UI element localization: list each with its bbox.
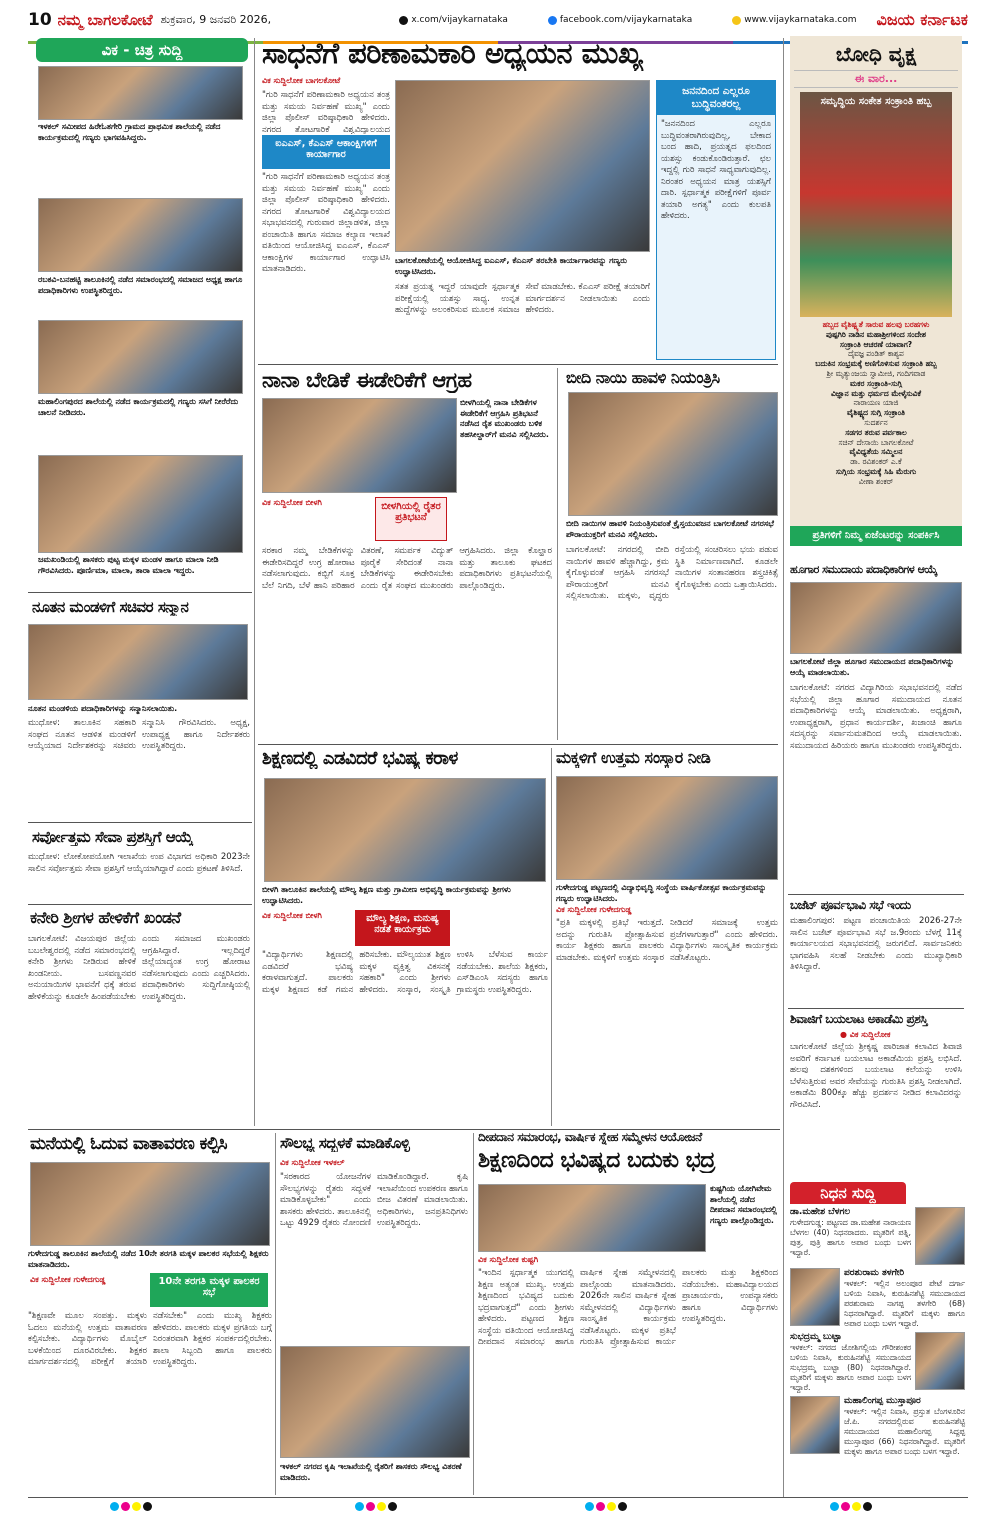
photo <box>38 320 243 394</box>
obituary-body: ಇಳಕಲ್: ಇಲ್ಲಿನ ನಿವಾಸಿ, ಪ್ರಸ್ತುತ ಬೆಂಗಳೂರಿನ ಜೆ.ಪಿ. ನಗರದಲ್ಲಿರುವ ಕುರುಹಿನಶೆಟ್ಟಿ ಸಮುದಾಯದ ಮಹಾಲಿಂಗಪ್ಪ ಸಿದ್ದಪ್ಪ ಮುಸ್ತಾಪೂರ (66) ನಿಧನರಾಗಿದ್ದಾರೆ. ಮೃತರಿಗೆ ಮಕ್ಕಳು ಹಾಗೂ ಅಪಾರ ಬಂಧು ಬಳಗ ಇದ್ದಾರೆ. <box>844 1407 965 1456</box>
photo <box>38 66 243 120</box>
caption: ಕುಷ್ಟಗಿಯ ಯೋಗಿವೇಮ ಶಾಲೆಯಲ್ಲಿ ನಡೆದ ದೀಪದಾನ ಸಮಾರಂಭದಲ್ಲಿ ಗಣ್ಯರು ಪಾಲ್ಗೊಂಡಿದ್ದರು. <box>710 1184 777 1225</box>
obituary-entry <box>790 1268 965 1329</box>
headline: ಸರ್ವೋತ್ತಮ ಸೇವಾ ಪ್ರಶಸ್ತಿಗೆ ಆಯ್ಕೆ <box>32 828 193 846</box>
globe-icon <box>732 16 741 25</box>
registration-marks <box>110 1502 152 1511</box>
photo <box>280 1346 470 1458</box>
byline: ವಿಕ ಸುದ್ದಿಲೋಕ ಇಳಕಲ್ <box>280 1158 345 1167</box>
caption: ಬಾಗಲಕೋಟೆಯಲ್ಲಿ ಆಯೋಜಿಸಿದ್ದ ಐಎಎಸ್, ಕೆಎಎಸ್ ತರಬೇತಿ ಕಾರ್ಯಾಗಾರವನ್ನು ಗಣ್ಯರು ಉದ್ಘಾಟಿಸಿದರು. <box>395 256 627 276</box>
contents-author: ಸಚಿನ್ ದೇಸಾಯಿ ಬಾಗಲಕೋಟೆ <box>838 437 914 447</box>
byline: ● ವಿಕ ಸುದ್ದಿಲೋಕ <box>840 1030 891 1039</box>
contents-item: ಬದುಕಿನ ಸಂಭ್ರಮಕ್ಕೆ ಅಣಿಗೊಳಿಸುವ ಸಂಕ್ರಾಂತಿ ಹಬ್ಬ <box>815 359 937 369</box>
article-body: "ಗುರಿ ಸಾಧನೆಗೆ ಪರಿಣಾಮಕಾರಿ ಅಧ್ಯಯನ ತಂತ್ರ ಮತ್ತು ಸಮಯ ನಿರ್ವಹಣೆ ಮುಖ್ಯ" ಎಂದು ಜಿಲ್ಲಾ ಪೊಲೀಸ್ ವರಿಷ್ಠಾಧಿಕಾರಿ ಹೇಳಿದರು. ನಗರದ ತೋಟಗಾರಿಕೆ ವಿಶ್ವವಿದ್ಯಾಲಯದ ಸಭಾಭವನದಲ್ಲಿ ಗುರುವಾರ ಜಿಲ್ಲಾಡಳಿತ, ಜಿಲ್ಲಾ ಪಂಚಾಯಿತಿ ಹಾಗೂ ಸಮಾಜ ಕಲ್ಯಾಣ ಇಲಾಖೆ ವತಿಯಿಂದ ಆಯೋಜಿಸಿದ್ದ ಐಎಎಸ್, ಕೆಎಎಸ್ ಆಕಾಂಕ್ಷಿಗಳ ಕಾರ್ಯಾಗಾರ ಉದ್ಘಾಟಿಸಿ ಮಾತನಾಡಿದರು. <box>262 172 390 274</box>
obituaries <box>790 1207 965 1457</box>
photo <box>262 398 457 493</box>
this-week: ಈ ವಾರ... <box>794 70 958 88</box>
caption: ಗುಳೇದಗುಡ್ಡ ತಾಲೂಕಿನ ಶಾಲೆಯಲ್ಲಿ ನಡೆದ 10ನೇ ತರಗತಿ ಮಕ್ಕಳ ಪಾಲಕರ ಸಭೆಯಲ್ಲಿ ಶಿಕ್ಷಕರು ಮಾತನಾಡಿದರು. <box>28 1249 269 1269</box>
obituary-entry <box>790 1396 965 1457</box>
contact-agent-banner: ಪ್ರತಿಗಳಿಗೆ ನಿಮ್ಮ ಏಜೆಂಟರನ್ನು ಸಂಪರ್ಕಿಸಿ <box>790 526 962 546</box>
obituary-body: ಗುಳೇದಗುಡ್ಡ: ಪಟ್ಟಣದ ಡಾ.ಮಹೇಶ ನಾರಾಯಣ ಬೆಳಗಲ (40) ನಿಧನರಾದರು. ಮೃತರಿಗೆ ಪತ್ನಿ, ಪುತ್ರ, ಪುತ್ರಿ ಹಾಗೂ ಅಪಾರ ಬಂಧು ಬಳಗ ಇದ್ದಾರೆ. <box>790 1218 911 1257</box>
tag-box: ಬೀಳಗಿಯಲ್ಲಿ ರೈತರ ಪ್ರತಿಭಟನೆ <box>375 497 447 541</box>
byline: ವಿಕ ಸುದ್ದಿಲೋಕ ಬೀಳಗಿ <box>262 911 322 920</box>
byline: ವಿಕ ಸುದ್ದಿಲೋಕ ಬೀಳಗಿ <box>262 498 322 507</box>
caption: ಬಾಗಲಕೋಟೆ ಜಿಲ್ಲಾ ಹೂಗಾರ ಸಮುದಾಯದ ಪದಾಧಿಕಾರಿಗಳನ್ನು ಆಯ್ಕೆ ಮಾಡಲಾಯಿತು. <box>790 657 955 677</box>
caption: ಬೀಳಗಿ ತಾಲೂಕಿನ ಶಾಲೆಯಲ್ಲಿ ಮೌಲ್ಯ ಶಿಕ್ಷಣ ಮತ್ತು ಗ್ರಾಮೀಣ ಅಭಿವೃದ್ಧಿ ಕಾರ್ಯಕ್ರಮವನ್ನು ಶ್ರೀಗಳು ಉದ್ಘಾಟಿಸಿದರು. <box>262 885 511 905</box>
obituary-entry <box>790 1207 965 1265</box>
contents-author: ಶ್ರೀ ಮೃತ್ಯುಂಜಯ ಸ್ವಾಮೀಜಿ, ಗಂದಿಗವಾಡ <box>826 368 926 378</box>
registration-marks <box>355 1502 397 1511</box>
article-body: ಸರಕಾರ ನಮ್ಮ ಬೇಡಿಕೆಗಳನ್ನು ಈಡೇರಿಸದಿದ್ದರೆ ಉಗ್ರ ಹೋರಾಟ ನಡೆಸಲಾಗುವುದು. ಕಬ್ಬಿಗೆ ಸೂಕ್ತ ಬೆಲೆ ನಿಗದಿ, ಬೆಳೆ ಹಾನಿ ಪರಿಹಾರ ವಿತರಣೆ, ಸಮರ್ಪಕ ವಿದ್ಯುತ್ ಪೂರೈಕೆ ಸೇರಿದಂತೆ ನಾನಾ ಬೇಡಿಕೆಗಳನ್ನು ಈಡೇರಿಸಬೇಕು ಎಂದು ರೈತ ಸಂಘದ ಮುಖಂಡರು ಆಗ್ರಹಿಸಿದರು. ಜಿಲ್ಲಾ ಕೊಲ್ಹಾರ ಮತ್ತು ತಾಲೂಕು ಘಟಕದ ಪದಾಧಿಕಾರಿಗಳು ಪ್ರತಿಭಟನೆಯಲ್ಲಿ ಪಾಲ್ಗೊಂಡಿದ್ದರು. <box>262 546 552 591</box>
x-link[interactable]: x.com/vijaykarnataka <box>399 15 508 25</box>
article-body: ಬಾಗಲಕೋಟೆ: ನಗರದಲ್ಲಿ ಬೀದಿ ನಾಯಿಗಳ ಹಾವಳಿ ಹೆಚ್ಚಾಗಿದ್ದು, ಕ್ರಮ ಕೈಗೊಳ್ಳುವಂತೆ ಆಗ್ರಹಿಸಿ ನಗರಸಭೆ ಪೌರಾಯುಕ್ತರಿಗೆ ಮನವಿ ಸಲ್ಲಿಸಲಾಯಿತು. ಮಕ್ಕಳು, ವೃದ್ಧರು ರಸ್ತೆಯಲ್ಲಿ ಸಂಚರಿಸಲು ಭಯ ಪಡುವ ಸ್ಥಿತಿ ನಿರ್ಮಾಣವಾಗಿದೆ. ಕೂಡಲೇ ನಾಯಿಗಳ ಸಂತಾನಹರಣ ಶಸ್ತ್ರಚಿಕಿತ್ಸೆ ಕೈಗೊಳ್ಳಬೇಕು ಎಂದು ಒತ್ತಾಯಿಸಿದರು. <box>566 545 778 601</box>
article-body: "ಶಿಕ್ಷಣವೇ ಮೂಲ ಸಂಪತ್ತು. ಮಕ್ಕಳು ಓದಲು ಮನೆಯಲ್ಲಿ ಉತ್ತಮ ವಾತಾವರಣ ಕಲ್ಪಿಸಬೇಕು. ವಿದ್ಯಾರ್ಥಿಗಳು ಮೊಬೈಲ್ ಬಳಕೆಯಿಂದ ದೂರವಿರಬೇಕು. ಶಿಕ್ಷಕರ ಮಾರ್ಗದರ್ಶನದಲ್ಲಿ ಪರೀಕ್ಷೆಗೆ ತಯಾರಿ ನಡೆಸಬೇಕು" ಎಂದು ಮುಖ್ಯ ಶಿಕ್ಷಕರು ಹೇಳಿದರು. ಪಾಲಕರು ಮಕ್ಕಳ ಪ್ರಗತಿಯ ಬಗ್ಗೆ ನಿರಂತರವಾಗಿ ಶಿಕ್ಷಕರ ಸಂಪರ್ಕದಲ್ಲಿರಬೇಕು. ಶಾಲಾ ಸಿಬ್ಬಂದಿ ಹಾಗೂ ಪಾಲಕರು ಉಪಸ್ಥಿತರಿದ್ದರು. <box>28 1311 272 1367</box>
tag-box: ಮೌಲ್ಯ ಶಿಕ್ಷಣ, ಮನುಷ್ಯ ನಡತೆ ಕಾರ್ಯಕ್ರಮ <box>355 910 450 946</box>
article-body: ಮುಧೋಳ: ಲೋಕೋಪಯೋಗಿ ಇಲಾಖೆಯ ಉಪ ವಿಭಾಗದ ಅಧಿಕಾರಿ 2023ನೇ ಸಾಲಿನ ಸರ್ವೋತ್ತಮ ಸೇವಾ ಪ್ರಶಸ್ತಿಗೆ ಆಯ್ಕೆಯಾಗಿದ್ದಾರೆ ಎಂದು ಪ್ರಕಟಣೆ ತಿಳಿಸಿದೆ. <box>28 852 250 874</box>
article-body: "ಇಂದಿನ ಸ್ಪರ್ಧಾತ್ಮಕ ಯುಗದಲ್ಲಿ ಶಿಕ್ಷಣ ಅತ್ಯಂತ ಮುಖ್ಯ. ಉತ್ತಮ ಶಿಕ್ಷಣದಿಂದ ಭವಿಷ್ಯದ ಬದುಕು ಭದ್ರವಾಗುತ್ತದೆ" ಎಂದು ಶ್ರೀಗಳು ಹೇಳಿದರು. ಪಟ್ಟಣದ ಶಿಕ್ಷಣ ಸಂಸ್ಥೆಯ ವತಿಯಿಂದ ಆಯೋಜಿಸಿದ್ದ ದೀಪದಾನ ಸಮಾರಂಭ ಹಾಗೂ ವಾರ್ಷಿಕ ಸ್ನೇಹ ಸಮ್ಮೇಳನದಲ್ಲಿ ಪಾಲ್ಗೊಂಡು ಮಾತನಾಡಿದರು. 2026ನೇ ಸಾಲಿನ ವಾರ್ಷಿಕ ಸ್ನೇಹ ಸಮ್ಮೇಳನದಲ್ಲಿ ವಿದ್ಯಾರ್ಥಿಗಳು ಸಾಂಸ್ಕೃತಿಕ ಕಾರ್ಯಕ್ರಮ ನಡೆಸಿಕೊಟ್ಟರು. ಮಕ್ಕಳ ಪ್ರತಿಭೆ ಗುರುತಿಸಿ ಪ್ರೋತ್ಸಾಹಿಸುವ ಕಾರ್ಯ ಪಾಲಕರು ಮತ್ತು ಶಿಕ್ಷಕರಿಂದ ನಡೆಯಬೇಕು. ಮಹಾವಿದ್ಯಾಲಯದ ಪ್ರಾಚಾರ್ಯರು, ಉಪನ್ಯಾಸಕರು ಹಾಗೂ ವಿದ್ಯಾರ್ಥಿಗಳು ಉಪಸ್ಥಿತರಿದ್ದರು. <box>478 1268 778 1347</box>
photo <box>568 392 778 516</box>
headline: ನೂತನ ಮಂಡಳಿಗೆ ಸಚಿವರ ಸನ್ಮಾನ <box>32 598 189 616</box>
subhead: ಐಎಎಸ್, ಕೆಎಎಸ್ ಆಕಾಂಕ್ಷಿಗಳಿಗೆ ಕಾರ್ಯಾಗಾರ <box>262 135 390 169</box>
headline: ಬೀದಿ ನಾಯಿ ಹಾವಳಿ ನಿಯಂತ್ರಿಸಿ <box>566 368 720 387</box>
date: ಶುಕ್ರವಾರ, 9 ಜನವರಿ 2026, <box>160 13 272 26</box>
headline: ಶಿಕ್ಷಣದಲ್ಲಿ ಎಡವಿದರೆ ಭವಿಷ್ಯ ಕರಾಳ <box>262 748 458 769</box>
caption: ಗುಳೇದಗುಡ್ಡ ಪಟ್ಟಣದಲ್ಲಿ ವಿದ್ಯಾಭಿವೃದ್ಧಿ ಸಂಸ್ಥೆಯ ವಾರ್ಷಿಕೋತ್ಸವ ಕಾರ್ಯಕ್ರಮವನ್ನು ಗಣ್ಯರು ಉದ್ಘಾಟಿಸಿದರು. <box>556 883 767 903</box>
contents-item: ಮಕರ ಸಂಕ್ರಾಂತಿ-ಸುಗ್ಗಿ <box>849 378 903 388</box>
contents-item: ಸುಗ್ಗಿಯ ಸಂಭ್ರಮಕ್ಕೆ ಸಿಹಿ ಮೆರುಗು <box>835 466 917 476</box>
contents-author: ಡಾ. ರವಿಶಂಕರ್ ಎ.ಕೆ <box>850 457 902 467</box>
obituary-section <box>790 1182 965 1457</box>
photo <box>478 1184 706 1252</box>
registration-marks <box>585 1502 627 1511</box>
contents-item: ಪುಷ್ಪಗಿರಿ ನಾಡಿನ ಮಹಾಶ್ರೀಗಳಿಂದ ಸಂದೇಶ <box>826 329 926 339</box>
obituary-name: ಮಹಾಲಿಂಗಪ್ಪ ಮುಸ್ತಾಪೂರ <box>844 1396 921 1406</box>
article-body: ಬಾಗಲಕೋಟೆ: ನಗರದ ವಿದ್ಯಾಗಿರಿಯ ಸಭಾಭವನದಲ್ಲಿ ನಡೆದ ಸಭೆಯಲ್ಲಿ ಜಿಲ್ಲಾ ಹೂಗಾರ ಸಮುದಾಯದ ನೂತನ ಪದಾಧಿಕಾರಿಗಳನ್ನು ಆಯ್ಕೆ ಮಾಡಲಾಯಿತು. ಅಧ್ಯಕ್ಷರಾಗಿ, ಉಪಾಧ್ಯಕ್ಷರಾಗಿ, ಪ್ರಧಾನ ಕಾರ್ಯದರ್ಶಿ, ಖಜಾಂಚಿ ಹಾಗೂ ಸದಸ್ಯರನ್ನು ಸರ್ವಾನುಮತದಿಂದ ಆಯ್ಕೆ ಮಾಡಲಾಯಿತು. ಸಮುದಾಯದ ಹಿರಿಯರು ಹಾಗೂ ಮುಖಂಡರು ಉಪಸ್ಥಿತರಿದ್ದರು. <box>790 683 962 751</box>
promo-title: ಬೋಧಿ ವೃಕ್ಷ <box>835 42 917 66</box>
obituary-photo <box>790 1268 840 1326</box>
obituary-body: ಇಳಕಲ್: ನಗರದ ಜೋಶಿಗಲ್ಲಿಯ ಗೌರೀಶಂಕರ ಬಳಿಯ ನಿವಾಸಿ, ಕುರುಹಿನಶೆಟ್ಟಿ ಸಮುದಾಯದ ಸುಭದ್ರಮ್ಮ ಬುಟ್ಟಾ (80) ನಿಧನರಾಗಿದ್ದಾರೆ. ಮೃತರಿಗೆ ಮಕ್ಕಳು ಹಾಗೂ ಅಪಾರ ಬಂಧು ಬಳಗ ಇದ್ದಾರೆ. <box>790 1343 911 1392</box>
kicker: ದೀಪದಾನ ಸಮಾರಂಭ, ವಾರ್ಷಿಕ ಸ್ನೇಹ ಸಮ್ಮೇಳನ ಆಯೋಜನೆ <box>478 1130 702 1144</box>
obituary-name: ಡಾ.ಮಹೇಶ ಬೆಳಗಲ <box>790 1207 851 1217</box>
contents-item: ವೈಶಿಷ್ಟ್ಯದ ಸುಗ್ಗಿ ಸಂಕ್ರಾಂತಿ <box>846 408 906 418</box>
headline: ಹೂಗಾರ ಸಮುದಾಯ ಪದಾಧಿಕಾರಿಗಳ ಆಯ್ಕೆ <box>790 563 938 576</box>
headline: ನಾನಾ ಬೇಡಿಕೆ ಈಡೇರಿಕೆಗೆ ಆಗ್ರಹ <box>262 368 472 392</box>
facebook-link[interactable]: facebook.com/vijaykarnataka <box>548 15 692 25</box>
headline: ಮಕ್ಕಳಿಗೆ ಉತ್ತಮ ಸಂಸ್ಕಾರ ನೀಡಿ <box>556 748 711 767</box>
registration-marks <box>830 1502 872 1511</box>
photo <box>264 778 546 882</box>
contents-list <box>790 320 962 487</box>
lead-headline: ಸಾಧನೆಗೆ ಪರಿಣಾಮಕಾರಿ ಅಧ್ಯಯನ ಮುಖ್ಯ <box>262 36 643 70</box>
sidebar-title: ಜನನದಿಂದ ಎಲ್ಲರೂ ಬುದ್ಧಿವಂತರಲ್ಲ <box>657 81 775 115</box>
contents-author: ದೈವಜ್ಞ ಪಂಡಿತ್ ಕಾಶ್ಯಪ <box>848 349 904 359</box>
byline: ವಿಕ ಸುದ್ದಿಲೋಕ ಬಾಗಲಕೋಟೆ <box>262 76 341 85</box>
photo <box>790 582 962 654</box>
contents-item: ಸಂಕ್ರಾಂತಿ ಆಚರಣೆ ಯಾವಾಗ? <box>839 339 913 349</box>
sidebar-body: "ಜನನದಿಂದ ಎಲ್ಲರೂ ಬುದ್ಧಿವಂತರಾಗಿರುವುದಿಲ್ಲ, ಬೇಕಾದ ಬಂದ ಹಾದಿ, ಪ್ರಯತ್ನದ ಫಲದಿಂದ ಯಶಸ್ಸು ಕಂಡುಕೊಂಡಿರುತ್ತಾರೆ. ಛಲ ಇದ್ದಲ್ಲಿ ಗುರಿ ಸಾಧನೆ ಸಾಧ್ಯವಾಗುವುದಿಲ್ಲ. ನಿರಂತರ ಅಧ್ಯಯನ ಮಾತ್ರ ಯಶಸ್ಸಿಗೆ ದಾರಿ. ಸ್ಪರ್ಧಾತ್ಮಕ ಪರೀಕ್ಷೆಗಳಿಗೆ ಪೂರ್ವ ತಯಾರಿ ಅಗತ್ಯ" ಎಂದು ಕುಲಪತಿ ಹೇಳಿದರು. <box>661 119 771 221</box>
caption: ಇಳಕಲ್ ನಗರದ ಕೃಷಿ ಇಲಾಖೆಯಲ್ಲಿ ರೈತರಿಗೆ ಶಾಸಕರು ಸೌಲಭ್ಯ ವಿತರಣೆ ಮಾಡಿದರು. <box>280 1462 462 1482</box>
headline: ಶಿಕ್ಷಣದಿಂದ ಭವಿಷ್ಯದ ಬದುಕು ಭದ್ರ <box>478 1148 715 1173</box>
headline: ಸೌಲಭ್ಯ ಸದ್ಬಳಕೆ ಮಾಡಿಕೊಳ್ಳಿ <box>280 1134 410 1152</box>
obituary-photo <box>915 1207 965 1265</box>
byline: ವಿಕ ಸುದ್ದಿಲೋಕ ಗುಳೇದಗುಡ್ಡ <box>556 905 632 914</box>
contents-author: ಸುದರ್ಶನ <box>864 417 888 427</box>
contents-item: ಸಡಗರ ತರುವ ಪರ್ವಕಾಲ <box>845 427 907 437</box>
contents-item: ವೈವಿಧ್ಯತೆಯ ಸಮ್ಮಿಲನ <box>849 447 903 457</box>
byline: ವಿಕ ಸುದ್ದಿಲೋಕ ಕುಷ್ಟಗಿ <box>478 1255 539 1264</box>
photo <box>556 776 778 880</box>
caption: ಬೀದಿ ನಾಯಿಗಳ ಹಾವಳಿ ನಿಯಂತ್ರಿಸುವಂತೆ ಕ್ರೈಸ್ತಯುವಜನ ಬಾಗಲಕೋಟೆ ನಗರಸಭೆ ಪೌರಾಯುಕ್ತರಿಗೆ ಮನವಿ ಸಲ್ಲಿಸಿದರು. <box>566 519 774 539</box>
contents-author: ನಾರಾಯಣ ಯಾಜಿ <box>853 398 899 408</box>
caption: ಮಹಾಲಿಂಗಪುರದ ಶಾಲೆಯಲ್ಲಿ ನಡೆದ ಕಾರ್ಯಕ್ರಮದಲ್ಲಿ ಗಣ್ಯರು ಸಸಿಗೆ ನೀರೆರೆದು ಚಾಲನೆ ನೀಡಿದರು. <box>38 397 239 417</box>
sidebar-box <box>656 80 776 360</box>
article-body: ಬಾಗಲಕೋಟೆ: ವಿಜಯಪುರ ಜಿಲ್ಲೆಯ ಬಬಲೇಶ್ವರದಲ್ಲಿ ನಡೆದ ಸಮಾರಂಭದಲ್ಲಿ ಕನೇರಿ ಶ್ರೀಗಳು ನೀಡಿರುವ ಹೇಳಿಕೆ ಖಂಡನೀಯ. ಬಸವಣ್ಣನವರ ಅನುಯಾಯಿಗಳ ಭಾವನೆಗೆ ಧಕ್ಕೆ ತರುವ ಹೇಳಿಕೆಯನ್ನು ಕೂಡಲೇ ಹಿಂಪಡೆಯಬೇಕು ಎಂದು ಸಮಾಜದ ಮುಖಂಡರು ಆಗ್ರಹಿಸಿದ್ದಾರೆ. ಇಲ್ಲದಿದ್ದರೆ ಜಿಲ್ಲೆಯಾದ್ಯಂತ ಉಗ್ರ ಹೋರಾಟ ನಡೆಸಲಾಗುವುದು ಎಂದು ಎಚ್ಚರಿಸಿದರು. ಪದಾಧಿಕಾರಿಗಳು ಸುದ್ದಿಗೋಷ್ಠಿಯಲ್ಲಿ ಉಪಸ್ಥಿತರಿದ್ದರು. <box>28 934 250 1002</box>
article-body: ಮುಧೋಳ: ತಾಲೂಕಿನ ಸಹಕಾರಿ ಸಂಘದ ನೂತನ ಆಡಳಿತ ಮಂಡಳಿಗೆ ಆಯ್ಕೆಯಾದ ನಿರ್ದೇಶಕರನ್ನು ಸಚಿವರು ಸನ್ಮಾನಿಸಿ ಗೌರವಿಸಿದರು. ಅಧ್ಯಕ್ಷ, ಉಪಾಧ್ಯಕ್ಷ ಹಾಗೂ ನಿರ್ದೇಶಕರು ಉಪಸ್ಥಿತರಿದ್ದರು. <box>28 718 250 751</box>
contents-item: ವಿಜ್ಞಾನ ಮತ್ತು ಧರ್ಮದ ಮೇಳೈಸುವಿಕೆ <box>830 388 922 398</box>
headline: ಮನೆಯಲ್ಲಿ ಓದುವ ವಾತಾವರಣ ಕಲ್ಪಿಸಿ <box>30 1134 227 1154</box>
caption: ಜಮಖಂಡಿಯಲ್ಲಿ ಶಾಸಕರು ಪುಟ್ಟ ಮಕ್ಕಳ ಮಂಡಳ ಹಾಗೂ ಮಾಲಾ ನೀಡಿ ಗೌರವಿಸಿದರು. ಪೂರ್ಣಿಮಾ, ಮಾಲಾ, ತಾರಾ ಮಾಲಾ ಇದ್ದರು. <box>38 555 219 575</box>
tag-box: 10ನೇ ತರಗತಿ ಮಕ್ಕಳ ಪಾಲಕರ ಸಭೆ <box>150 1273 268 1307</box>
lead-photo <box>395 80 650 252</box>
page-number: 10 <box>28 10 52 30</box>
obituary-name: ಸುಭದ್ರಮ್ಮ ಬುಟ್ಟಾ <box>790 1332 842 1342</box>
x-icon <box>399 16 408 25</box>
edition-name: ನಮ್ಮ ಬಾಗಲಕೋಟೆ <box>57 11 153 29</box>
obituary-entry <box>790 1332 965 1393</box>
caption: ಬೀಳಗಿಯಲ್ಲಿ ನಾನಾ ಬೇಡಿಕೆಗಳ ಈಡೇರಿಕೆಗೆ ಆಗ್ರಹಿಸಿ ಪ್ರತಿಭಟನೆ ನಡೆಸಿದ ರೈತ ಮುಖಂಡರು ಬಳಿಕ ತಹಸೀಲ್ದಾರ್‌ಗೆ ಮನವಿ ಸಲ್ಲಿಸಿದರು. <box>460 398 549 439</box>
headline: ಕನೇರಿ ಶ್ರೀಗಳ ಹೇಳಿಕೆಗೆ ಖಂಡನೆ <box>30 908 181 927</box>
photo <box>38 455 243 553</box>
article-body: ಮಹಾಲಿಂಗಪುರ: ಪಟ್ಟಣ ಪಂಚಾಯಿತಿಯ 2026-27ನೇ ಸಾಲಿನ ಬಜೆಟ್ ಪೂರ್ವಭಾವಿ ಸಭೆ ಜ.9ರಂದು ಬೆಳಗ್ಗೆ 11ಕ್ಕೆ ಕಾರ್ಯಾಲಯದ ಸಭಾಭವನದಲ್ಲಿ ಜರುಗಲಿದೆ. ಸಾರ್ವಜನಿಕರು ಭಾಗವಹಿಸಿ ಸಲಹೆ ನೀಡಬೇಕು ಎಂದು ಮುಖ್ಯಾಧಿಕಾರಿ ತಿಳಿಸಿದ್ದಾರೆ. <box>790 916 962 972</box>
article-body: "ಸರಕಾರದ ಯೋಜನೆಗಳ ಸೌಲಭ್ಯಗಳನ್ನು ರೈತರು ಸದ್ಬಳಕೆ ಮಾಡಿಕೊಳ್ಳಬೇಕು" ಎಂದು ಶಾಸಕರು ಹೇಳಿದರು. ತಾಲೂಕಿನಲ್ಲಿ ಒಟ್ಟು 4929 ರೈತರು ನೋಂದಣಿ ಮಾಡಿಕೊಂಡಿದ್ದಾರೆ. ಕೃಷಿ ಇಲಾಖೆಯಿಂದ ಉಪಕರಣ ಹಾಗೂ ಬೀಜ ವಿತರಣೆ ಮಾಡಲಾಯಿತು. ಅಧಿಕಾರಿಗಳು, ಜನಪ್ರತಿನಿಧಿಗಳು ಉಪಸ್ಥಿತರಿದ್ದರು. <box>280 1172 468 1228</box>
page-header <box>28 0 968 40</box>
caption: ರಬಕವಿ-ಬನಹಟ್ಟಿ ತಾಲೂಕಿನಲ್ಲಿ ನಡೆದ ಸಮಾರಂಭದಲ್ಲಿ ಸಮಾಜದ ಅಧ್ಯಕ್ಷ ಹಾಗೂ ಪದಾಧಿಕಾರಿಗಳು ಉಪಸ್ಥಿತರಿದ್ದರು. <box>38 275 243 295</box>
obituary-photo <box>790 1396 840 1454</box>
contents-item: ಹಬ್ಬದ ವೈಶಿಷ್ಟ್ಯತೆ ಸಾರುವ ಹಲವು ಬರಹಗಳು <box>822 320 930 329</box>
article-body: "ಪ್ರತಿ ಮಕ್ಕಳಲ್ಲಿ ಪ್ರತಿಭೆ ಇರುತ್ತದೆ. ಅದನ್ನು ಗುರುತಿಸಿ ಪ್ರೋತ್ಸಾಹಿಸುವ ಕಾರ್ಯ ಶಿಕ್ಷಕರು ಹಾಗೂ ಪಾಲಕರು ಮಾಡಬೇಕು. ಮಕ್ಕಳಿಗೆ ಉತ್ತಮ ಸಂಸ್ಕಾರ ನೀಡಿದರೆ ಸಮಾಜಕ್ಕೆ ಉತ್ತಮ ಪ್ರಜೆಗಳಾಗುತ್ತಾರೆ" ಎಂದು ಹೇಳಿದರು. ವಿದ್ಯಾರ್ಥಿಗಳು ಸಾಂಸ್ಕೃತಿಕ ಕಾರ್ಯಕ್ರಮ ನಡೆಸಿಕೊಟ್ಟರು. <box>556 918 778 963</box>
obituary-title: ನಿಧನ ಸುದ್ದಿ <box>790 1182 906 1204</box>
obituary-name: ಪರಶುರಾಮ ತಳಗೇರಿ <box>844 1268 905 1278</box>
photo <box>30 1162 270 1246</box>
byline: ವಿಕ ಸುದ್ದಿಲೋಕ ಗುಳೇದಗುಡ್ಡ <box>30 1275 106 1284</box>
brand-logo: ವಿಜಯ ಕರ್ನಾಟಕ <box>876 10 968 29</box>
photo <box>28 624 248 700</box>
headline: ಶಿವಾಜಿಗೆ ಬಯಲಾಟ ಅಕಾಡೆಮಿ ಪ್ರಶಸ್ತಿ <box>790 1012 928 1026</box>
obituary-body: ಇಳಕಲ್: ಇಲ್ಲಿನ ಅಲಂಪೂರ ಪೇಟೆ ದರ್ಗಾ ಬಳಿಯ ನಿವಾಸಿ, ಕುರುಹಿನಶೆಟ್ಟಿ ಸಮುದಾಯದ ಪರಶುರಾಮ ನಾಗಪ್ಪ ತಳಗೇರಿ (68) ನಿಧನರಾಗಿದ್ದಾರೆ. ಮೃತರಿಗೆ ಮಕ್ಕಳು ಹಾಗೂ ಅಪಾರ ಬಂಧು ಬಳಗ ಇದ್ದಾರೆ. <box>844 1279 965 1328</box>
section-title: ವಿಕ - ಚಿತ್ರ ಸುದ್ದಿ <box>36 38 248 62</box>
cover-title: ಸಮೃದ್ಧಿಯ ಸಂಕೇತ ಸಂಕ್ರಾಂತಿ ಹಬ್ಬ <box>820 96 932 107</box>
caption: ನೂತನ ಮಂಡಳಿಯ ಪದಾಧಿಕಾರಿಗಳನ್ನು ಸನ್ಮಾನಿಸಲಾಯಿತು. <box>28 704 178 713</box>
article-body: ಸತತ ಪ್ರಯತ್ನ ಇದ್ದರೆ ಯಾವುದೇ ಸ್ಪರ್ಧಾತ್ಮಕ ಪರೀಕ್ಷೆಯಲ್ಲಿ ಯಶಸ್ಸು ಸಾಧ್ಯ. ಉನ್ನತ ಹುದ್ದೆಗಳನ್ನು ಅಲಂಕರಿಸುವ ಮೂಲಕ ಸಮಾಜ ಸೇವೆ ಮಾಡಬೇಕು. ಕೆಎಎಸ್ ಪರೀಕ್ಷೆ ತಯಾರಿಗೆ ಮಾರ್ಗದರ್ಶನ ನೀಡಲಾಯಿತು ಎಂದು ಹೇಳಿದರು. <box>395 282 650 315</box>
cover-photo <box>800 92 952 317</box>
obituary-photo <box>915 1332 965 1390</box>
contents-author: ವೀಣಾ ಶಂಕರ್ <box>858 476 894 486</box>
web-link[interactable]: www.vijaykarnataka.com <box>732 15 856 25</box>
article-body: "ವಿದ್ಯಾರ್ಥಿಗಳು ಶಿಕ್ಷಣದಲ್ಲಿ ಎಡವಿದರೆ ಭವಿಷ್ಯ ಕರಾಳವಾಗುತ್ತದೆ. ಪಾಲಕರು ಮಕ್ಕಳ ಶಿಕ್ಷಣದ ಕಡೆ ಗಮನ ಹರಿಸಬೇಕು. ಮೌಲ್ಯಯುತ ಶಿಕ್ಷಣ ಮಕ್ಕಳ ವ್ಯಕ್ತಿತ್ವ ವಿಕಸನಕ್ಕೆ ಸಹಕಾರಿ" ಎಂದು ಶ್ರೀಗಳು ಹೇಳಿದರು. ಸಂಸ್ಕಾರ, ಸಂಸ್ಕೃತಿ ಉಳಿಸಿ ಬೆಳೆಸುವ ಕಾರ್ಯ ನಡೆಯಬೇಕು. ಶಾಲೆಯ ಶಿಕ್ಷಕರು, ಎಸ್‌ಡಿಎಂಸಿ ಸದಸ್ಯರು ಹಾಗೂ ಗ್ರಾಮಸ್ಥರು ಉಪಸ್ಥಿತರಿದ್ದರು. <box>262 950 548 995</box>
bodhi-vriksha-promo <box>790 36 962 526</box>
article-body: "ಗುರಿ ಸಾಧನೆಗೆ ಪರಿಣಾಮಕಾರಿ ಅಧ್ಯಯನ ತಂತ್ರ ಮತ್ತು ಸಮಯ ನಿರ್ವಹಣೆ ಮುಖ್ಯ" ಎಂದು ಜಿಲ್ಲಾ ಪೊಲೀಸ್ ವರಿಷ್ಠಾಧಿಕಾರಿ ಹೇಳಿದರು. ನಗರದ ತೋಟಗಾರಿಕೆ ವಿಶ್ವವಿದ್ಯಾಲಯದ <box>262 90 390 134</box>
headline: ಬಜೆಟ್ ಪೂರ್ವಭಾವಿ ಸಭೆ ಇಂದು <box>790 898 911 912</box>
caption: ಇಳಕಲ್ ಸಮೀಪದ ಹಿರೇಓತಗೇರಿ ಗ್ರಾಮದ ಪ್ರಾಥಮಿಕ ಶಾಲೆಯಲ್ಲಿ ನಡೆದ ಕಾರ್ಯಕ್ರಮದಲ್ಲಿ ಗಣ್ಯರು ಭಾಗವಹಿಸಿದ್ದರು. <box>38 122 221 142</box>
facebook-icon <box>548 16 557 25</box>
photo <box>38 198 243 272</box>
article-body: ಬಾಗಲಕೋಟೆ ಜಿಲ್ಲೆಯ ಶ್ರೀಕೃಷ್ಣ ಪಾರಿಜಾತ ಕಲಾವಿದ ಶಿವಾಜಿ ಅವರಿಗೆ ಕರ್ನಾಟಕ ಬಯಲಾಟ ಅಕಾಡೆಮಿಯ ಪ್ರಶಸ್ತಿ ಲಭಿಸಿದೆ. ಹಲವು ದಶಕಗಳಿಂದ ಬಯಲಾಟ ಕಲೆಯನ್ನು ಉಳಿಸಿ ಬೆಳೆಸುತ್ತಿರುವ ಅವರ ಸೇವೆಯನ್ನು ಗುರುತಿಸಿ ಪ್ರಶಸ್ತಿ ನೀಡಲಾಗಿದೆ. ಅಕಾಡೆಮಿ 800ಕ್ಕೂ ಹೆಚ್ಚು ಪ್ರದರ್ಶನ ನೀಡಿದ ಕಲಾವಿದರನ್ನು ಗೌರವಿಸಿದೆ. <box>790 1042 962 1110</box>
